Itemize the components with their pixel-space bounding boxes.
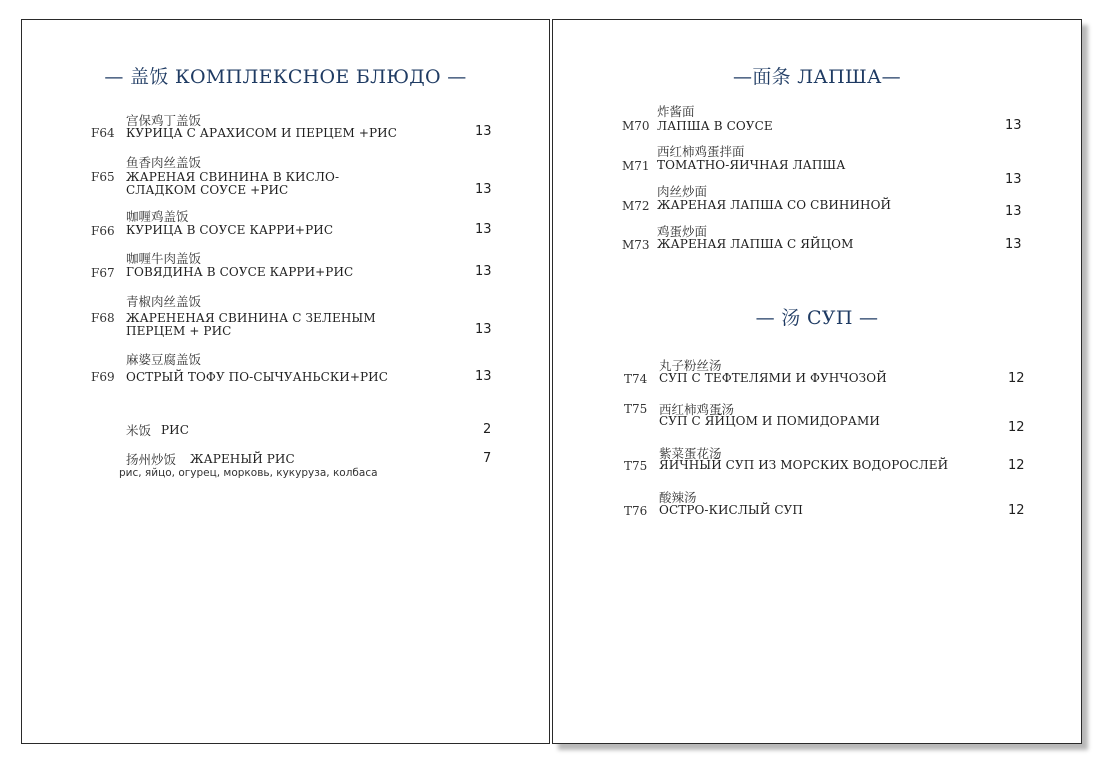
item-price: 13	[475, 369, 492, 384]
item-code: M72	[622, 199, 650, 213]
section-title-noodles: —面条 ЛАПША—	[733, 66, 901, 88]
item-name: ГОВЯДИНА В СОУСЕ КАРРИ+РИС	[126, 265, 354, 279]
item-name: ОСТРЫЙ ТОФУ ПО-СЫЧУАНЬСКИ+РИС	[126, 370, 389, 384]
item-price: 13	[475, 222, 492, 237]
item-code: F69	[91, 370, 115, 384]
item-name: ЯИЧНЫЙ СУП ИЗ МОРСКИХ ВОДОРОСЛЕЙ	[659, 458, 949, 472]
item-price: 13	[1005, 172, 1022, 187]
item-price: 13	[475, 182, 492, 197]
item-name: КУРИЦА С АРАХИСОМ И ПЕРЦЕМ +РИС	[126, 126, 398, 140]
item-chinese-name: 宫保鸡丁盖饭	[126, 113, 202, 128]
item-price: 2	[483, 422, 492, 437]
item-price: 13	[475, 124, 492, 139]
item-chinese-name: 炸酱面	[657, 104, 695, 119]
menu-page-left	[21, 19, 550, 744]
item-chinese-name: 西红柿鸡蛋拌面	[657, 144, 745, 159]
item-chinese-name: 酸辣汤	[659, 490, 697, 505]
item-code: T74	[624, 372, 648, 386]
item-price: 13	[1005, 237, 1022, 252]
item-code: F68	[91, 311, 115, 325]
item-name-line-1: ЖАРЕНАЯ СВИНИНА В КИСЛО-	[126, 170, 340, 184]
item-code: F64	[91, 126, 115, 140]
item-chinese-name: 丸子粉丝汤	[659, 358, 722, 373]
item-price: 7	[483, 451, 492, 466]
item-price: 12	[1008, 503, 1025, 518]
section-title-rice-combo: — 盖饭 КОМПЛЕКСНОЕ БЛЮДО —	[104, 66, 467, 88]
item-name-line-1: ЖАРЕНЕНАЯ СВИНИНА С ЗЕЛЕНЫМ	[126, 311, 376, 325]
item-price: 13	[1005, 118, 1022, 133]
item-code: F65	[91, 170, 115, 184]
item-name: ЛАПША В СОУСЕ	[657, 119, 773, 133]
item-name: ОСТРО-КИСЛЫЙ СУП	[659, 503, 803, 517]
item-chinese-name: 咖喱鸡盖饭	[126, 209, 189, 224]
item-code: T75	[624, 459, 648, 473]
item-name: СУП С ЯЙЦОМ И ПОМИДОРАМИ	[659, 414, 880, 428]
item-chinese-name: 紫菜蛋花汤	[659, 446, 722, 461]
item-chinese-name: 咖喱牛肉盖饭	[126, 251, 202, 266]
item-name: РИС	[161, 423, 190, 437]
item-chinese-name: 青椒肉丝盖饭	[126, 294, 202, 309]
item-chinese-name: 扬州炒饭	[126, 452, 177, 467]
item-code: M73	[622, 238, 650, 252]
item-chinese-name: 肉丝炒面	[657, 184, 708, 199]
item-price: 13	[475, 264, 492, 279]
item-name: ЖАРЕНАЯ ЛАПША С ЯЙЦОМ	[657, 237, 854, 251]
item-name: ЖАРЕНАЯ ЛАПША СО СВИНИНОЙ	[657, 198, 892, 212]
item-price: 12	[1008, 458, 1025, 473]
item-code: F66	[91, 224, 115, 238]
item-description: рис, яйцо, огурец, морковь, кукуруза, колбаса	[119, 467, 378, 479]
item-chinese-name: 西红柿鸡蛋汤	[659, 402, 735, 417]
menu-page-right	[552, 19, 1082, 744]
item-chinese-name: 麻婆豆腐盖饭	[126, 352, 202, 367]
item-code: M70	[622, 119, 650, 133]
item-name: СУП С ТЕФТЕЛЯМИ И ФУНЧОЗОЙ	[659, 371, 887, 385]
item-code: T75	[624, 402, 648, 416]
item-price: 12	[1008, 420, 1025, 435]
item-price: 13	[475, 322, 492, 337]
item-price: 13	[1005, 204, 1022, 219]
item-name: ЖАРЕНЫЙ РИС	[190, 452, 295, 466]
item-chinese-name: 鸡蛋炒面	[657, 224, 708, 239]
section-title-soup: — 汤 СУП —	[755, 307, 879, 329]
item-code: M71	[622, 159, 650, 173]
item-code: T76	[624, 504, 648, 518]
item-name-line-2: СЛАДКОМ СОУСЕ +РИС	[126, 183, 289, 197]
item-name-line-2: ПЕРЦЕМ + РИС	[126, 324, 232, 338]
item-chinese-name: 鱼香肉丝盖饭	[126, 155, 202, 170]
item-chinese-name: 米饭	[126, 423, 152, 438]
item-price: 12	[1008, 371, 1025, 386]
item-name: ТОМАТНО-ЯИЧНАЯ ЛАПША	[657, 158, 846, 172]
item-code: F67	[91, 266, 115, 280]
item-name: КУРИЦА В СОУСЕ КАРРИ+РИС	[126, 223, 334, 237]
